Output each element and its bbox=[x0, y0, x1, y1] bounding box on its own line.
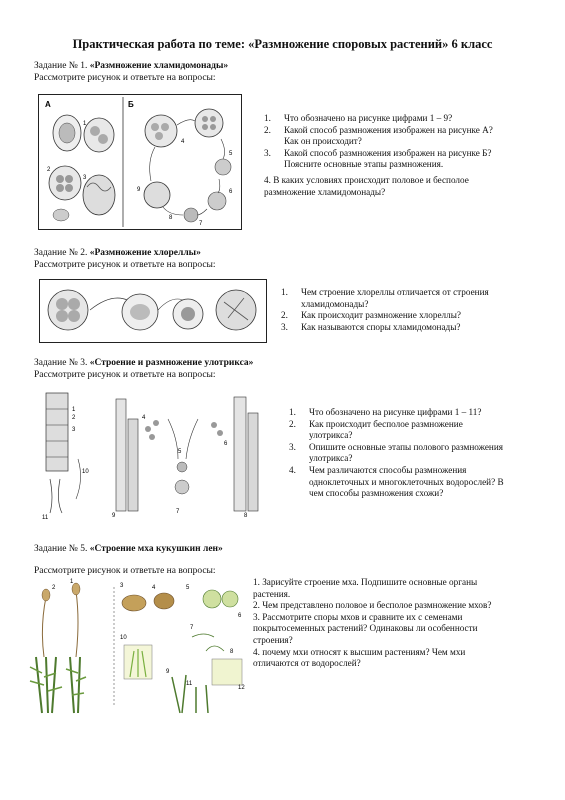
fig1-num-2: 2 bbox=[47, 167, 51, 173]
chlamydomonas-figure bbox=[38, 94, 242, 230]
fig5-num-2: 2 bbox=[52, 585, 56, 591]
task1-question: 3. Какой способ размножения изображен на рисунке Б? Поясните основные этапы размножения. bbox=[264, 147, 492, 170]
task2-question: 3. Как называются споры хламидомонады? bbox=[281, 321, 461, 332]
page-title: Практическая работа по теме: «Размножение споровых растений» 6 класс bbox=[72, 37, 493, 51]
task5-line: покрытосеменных растений? Одинаковы ли особенности bbox=[253, 623, 478, 634]
task1-name: «Размножение хламидомонады» bbox=[89, 61, 229, 71]
task2-question: 1. Чем строение хлореллы отличается от строения хламидомонады? bbox=[281, 287, 489, 309]
moss-figure bbox=[16, 577, 252, 717]
task1-questions bbox=[264, 113, 554, 171]
task5-heading bbox=[34, 544, 223, 554]
fig3-num-1: 1 bbox=[72, 407, 76, 413]
task3-question: 2. Как происходит бесполое размножение улотрикса? bbox=[289, 418, 463, 441]
fig5-num-12: 12 bbox=[238, 685, 245, 691]
task2-instruction: Рассмотрите рисунок и ответьте на вопросы: bbox=[34, 260, 216, 270]
task5-line: 3. Рассмотрите споры мхов и сравните их с семенами bbox=[253, 611, 463, 622]
task2-prefix: Задание № 2. bbox=[34, 248, 90, 258]
fig3-num-11: 11 bbox=[42, 515, 49, 521]
fig1-num-1: 1 bbox=[83, 121, 87, 127]
ulothrix-figure bbox=[38, 389, 270, 521]
fig3-num-3: 3 bbox=[72, 427, 76, 433]
fig1-num-7: 7 bbox=[199, 221, 203, 227]
task5-line: строения? bbox=[253, 634, 293, 645]
fig3-num-10: 10 bbox=[82, 469, 89, 475]
fig5-num-11: 11 bbox=[186, 681, 193, 687]
fig1-label-a: А bbox=[45, 100, 51, 109]
task1-question: 2. Какой способ размножения изображен на рисунке А? Как он происходит? bbox=[264, 124, 493, 147]
task5-line: 1. Зарисуйте строение мха. Подпишите основные органы bbox=[253, 577, 478, 587]
task1-instruction: Рассмотрите рисунок и ответьте на вопросы: bbox=[34, 73, 216, 83]
fig3-num-9: 9 bbox=[112, 513, 116, 519]
fig5-num-8: 8 bbox=[230, 649, 234, 655]
chlamydomonas-drawing bbox=[39, 95, 241, 229]
task3-prefix: Задание № 3. bbox=[34, 358, 90, 368]
task5-line: 4. почему мхи относят к высшим растениям? Чем мхи bbox=[253, 646, 466, 657]
task1-question-4: 4. В каких условиях происходит половое и бесполое размножение хламидомонады? bbox=[264, 175, 469, 197]
task5-line: растения. bbox=[253, 588, 291, 599]
task5-line: отличаются от водорослей? bbox=[253, 658, 361, 669]
task2-questions bbox=[281, 287, 556, 333]
chlorella-figure bbox=[39, 279, 267, 343]
task1-prefix: Задание № 1. bbox=[34, 61, 90, 71]
task5-instruction: Рассмотрите рисунок и ответьте на вопросы: bbox=[34, 566, 216, 576]
task3-instruction: Рассмотрите рисунок и ответьте на вопросы: bbox=[34, 370, 216, 380]
fig3-num-5: 5 bbox=[178, 449, 182, 455]
fig5-num-5: 5 bbox=[186, 585, 190, 591]
task1-question: 1. Что обозначено на рисунке цифрами 1 – 9? bbox=[264, 113, 453, 123]
fig5-num-3: 3 bbox=[120, 583, 124, 589]
task3-question: 3. Опишите основные этапы полового размножения улотрикса? bbox=[289, 441, 503, 464]
fig3-num-6: 6 bbox=[224, 441, 228, 447]
task2-name: «Размножение хлореллы» bbox=[89, 248, 201, 258]
task3-question: 4. Чем различаются способы размножения одноклеточных и многоклеточных водорослей? В чем способы размножения схожи? bbox=[289, 464, 504, 499]
fig5-num-4: 4 bbox=[152, 585, 156, 591]
task2-question: 2. Как происходит размножение хлореллы? bbox=[281, 310, 461, 321]
task3-name: «Строение и размножение улотрикса» bbox=[89, 358, 254, 368]
moss-drawing bbox=[16, 577, 252, 717]
task1-heading bbox=[34, 61, 228, 71]
fig5-num-10: 10 bbox=[120, 635, 127, 641]
fig3-num-7: 7 bbox=[176, 509, 180, 515]
fig1-num-5: 5 bbox=[229, 151, 233, 157]
fig1-num-6: 6 bbox=[229, 189, 233, 195]
fig1-label-b: Б bbox=[128, 100, 134, 109]
task5-prefix: Задание № 5. bbox=[34, 544, 90, 554]
task5-name: «Строение мха кукушкин лен» bbox=[89, 544, 223, 554]
fig1-num-9: 9 bbox=[137, 187, 141, 193]
fig5-num-9: 9 bbox=[166, 669, 170, 675]
fig3-num-8: 8 bbox=[244, 513, 248, 519]
chlorella-drawing bbox=[40, 280, 266, 342]
ulothrix-drawing bbox=[38, 389, 270, 521]
fig1-num-8: 8 bbox=[169, 215, 173, 221]
fig1-num-3: 3 bbox=[83, 175, 87, 181]
task5-line: 2. Чем представлено половое и бесполое размножение мхов? bbox=[253, 600, 492, 611]
fig3-num-2: 2 bbox=[72, 415, 76, 421]
fig5-num-7: 7 bbox=[190, 625, 194, 631]
task2-heading bbox=[34, 248, 201, 258]
fig3-num-4: 4 bbox=[142, 415, 146, 421]
task3-heading bbox=[34, 358, 253, 368]
fig1-num-4: 4 bbox=[181, 139, 185, 145]
fig5-num-1: 1 bbox=[70, 579, 74, 585]
fig5-num-6: 6 bbox=[238, 613, 242, 619]
task5-questions bbox=[253, 577, 553, 670]
task3-question: 1. Что обозначено на рисунке цифрами 1 – 11? bbox=[289, 407, 482, 417]
task3-questions bbox=[289, 407, 557, 500]
